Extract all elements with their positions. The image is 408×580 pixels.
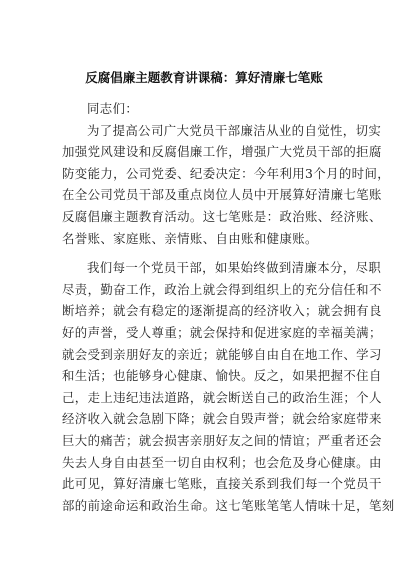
salutation: 同志们： xyxy=(87,101,139,116)
document-body xyxy=(62,98,395,516)
paragraph-2-line-7: 己，走上违纪违法道路，就会断送自己的政治生涯；个人 xyxy=(62,389,382,405)
paragraph-1-line-6: 名誉账、家庭账、亲情账、自由账和健康账。 xyxy=(62,230,318,246)
paragraph-1-line-4: 在全公司党员干部及重点岗位人员中开展算好清廉七笔账 xyxy=(62,187,382,203)
paragraph-gap xyxy=(62,249,348,257)
paragraph-2-line-12: 部的前途命运和政治生命。这七笔账笔笔人情味十足，笔刻 xyxy=(62,497,395,513)
paragraph-2-line-5: 就会受到亲朋好友的亲近；就能够自由自在地工作、学习 xyxy=(62,346,382,362)
paragraph-2-line-10: 失去人身自由甚至一切自由权利；也会危及身心健康。由 xyxy=(62,454,382,470)
paragraph-1-line-1: 为了提高公司广大党员干部廉洁从业的自觉性，切实 xyxy=(87,122,382,138)
paragraph-1-line-5: 反腐倡廉主题教育活动。这七笔账是：政治账、经济账、 xyxy=(62,208,382,224)
paragraph-2-line-8: 经济收入就会急剧下降；就会自毁声誉；就会给家庭带来 xyxy=(62,411,382,427)
paragraph-2-line-11: 此可见，算好清廉七笔账，直接关系到我们每一个党员干 xyxy=(62,476,382,492)
paragraph-2-line-3: 断培养；就会有稳定的逐渐提高的经济收入；就会拥有良 xyxy=(62,303,382,319)
paragraph-2-line-9: 巨大的痛苦；就会损害亲朋好友之间的情谊；严重者还会 xyxy=(62,432,382,448)
paragraph-1-line-2: 加强党风建设和反腐倡廉工作，增强广大党员干部的拒腐 xyxy=(62,144,382,160)
paragraph-2-line-4: 好的声誉，受人尊重；就会保持和促进家庭的幸福美满； xyxy=(62,324,382,340)
paragraph-2-line-1: 我们每一个党员干部，如果始终做到清廉本分，尽职 xyxy=(87,260,382,276)
paragraph-1-line-3: 防变能力，公司党委、纪委决定：今年利用3个月的时间， xyxy=(62,165,391,181)
document-title: 反腐倡廉主题教育讲课稿：算好清廉七笔账 xyxy=(85,70,323,85)
paragraph-2-line-6: 和生活；也能够身心健康、愉快。反之，如果把握不住自 xyxy=(62,368,382,384)
paragraph-2-line-2: 尽责，勤奋工作，政治上就会得到组织上的充分信任和不 xyxy=(62,281,382,297)
